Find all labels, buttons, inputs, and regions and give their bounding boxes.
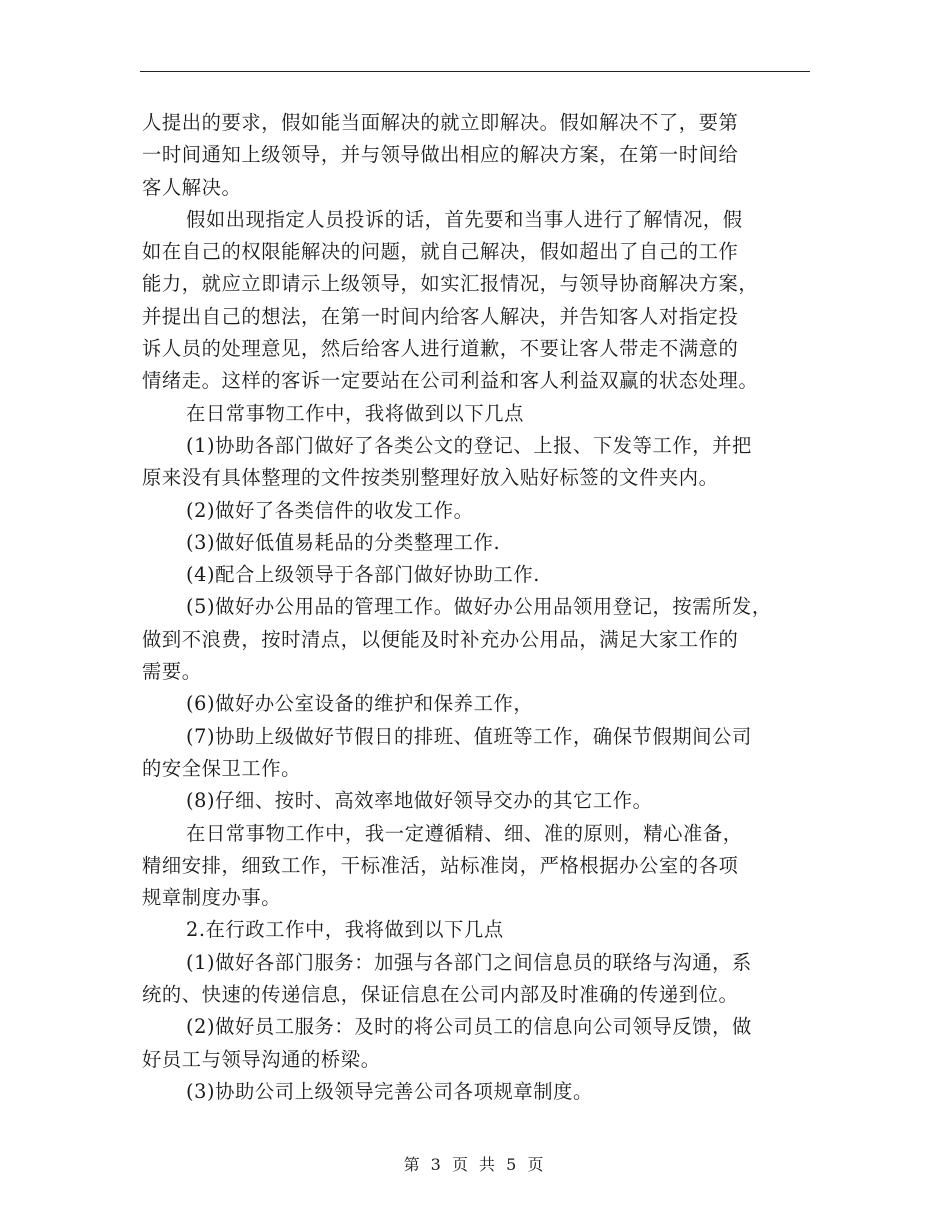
text-line: 在日常事物工作中，我将做到以下几点 <box>186 401 524 425</box>
text-line: 原来没有具体整理的文件按类别整理好放入贴好标签的文件夹内。 <box>142 466 719 490</box>
text-line: (8)仔细、按时、高效率地做好领导交办的其它工作。 <box>186 789 653 813</box>
text-line: 并提出自己的想法，在第一时间内给客人解决，并告知客人对指定投 <box>142 304 739 328</box>
text-line: 如在自己的权限能解决的问题，就自己解决，假如超出了自己的工作 <box>142 240 739 264</box>
text-line: (1)做好各部门服务：加强与各部门之间信息员的联络与沟通，系 <box>186 950 752 974</box>
document-body <box>142 107 814 1108</box>
text-line: 需要。 <box>142 660 202 684</box>
text-line: (2)做好了各类信件的收发工作。 <box>186 498 474 522</box>
text-line: 人提出的要求，假如能当面解决的就立即解决。假如解决不了，要第 <box>142 111 739 134</box>
text-line: (6)做好办公室设备的维护和保养工作， <box>186 692 534 716</box>
header-rule <box>140 71 810 72</box>
text-line: 2.在行政工作中，我将做到以下几点 <box>186 918 504 942</box>
text-line: 诉人员的处理意见，然后给客人进行道歉，不要让客人带走不满意的 <box>142 337 739 361</box>
text-line: 统的、快速的传递信息，保证信息在公司内部及时准确的传递到位。 <box>142 983 739 1007</box>
text-line: (4)配合上级领导于各部门做好协助工作. <box>186 563 540 587</box>
text-line: 一时间通知上级领导，并与领导做出相应的解决方案，在第一时间给 <box>142 143 739 167</box>
text-line: 假如出现指定人员投诉的话，首先要和当事人进行了解情况，假 <box>186 207 743 231</box>
text-line: 能力，就应立即请示上级领导，如实汇报情况，与领导协商解决方案， <box>142 272 759 296</box>
text-line: (2)做好员工服务：及时的将公司员工的信息向公司领导反馈，做 <box>186 1015 752 1039</box>
text-line: 情绪走。这样的客诉一定要站在公司利益和客人利益双赢的状态处理。 <box>142 369 759 393</box>
text-line: 精细安排，细致工作，干标准活，站标准岗，严格根据办公室的各项 <box>142 853 739 877</box>
text-line: 好员工与领导沟通的桥梁。 <box>142 1047 381 1071</box>
text-line: 规章制度办事。 <box>142 886 282 910</box>
text-line: (3)做好低值易耗品的分类整理工作. <box>186 530 501 554</box>
text-line: (5)做好办公用品的管理工作。做好办公用品领用登记，按需所发， <box>186 595 772 619</box>
text-line: (7)协助上级做好节假日的排班、值班等工作，确保节假期间公司 <box>186 724 752 748</box>
page-footer: 第 3 页 共 5 页 <box>403 1155 547 1174</box>
text-line: 的安全保卫工作。 <box>142 756 302 780</box>
text-line: 在日常事物工作中，我一定遵循精、细、准的原则，精心准备， <box>186 821 743 845</box>
text-line: 做到不浪费，按时清点，以便能及时补充办公用品，满足大家工作的 <box>142 627 739 651</box>
text-line: (3)协助公司上级领导完善公司各项规章制度。 <box>186 1079 593 1103</box>
text-line: 客人解决。 <box>142 175 242 199</box>
text-line: (1)协助各部门做好了各类公文的登记、上报、下发等工作，并把 <box>186 433 752 457</box>
